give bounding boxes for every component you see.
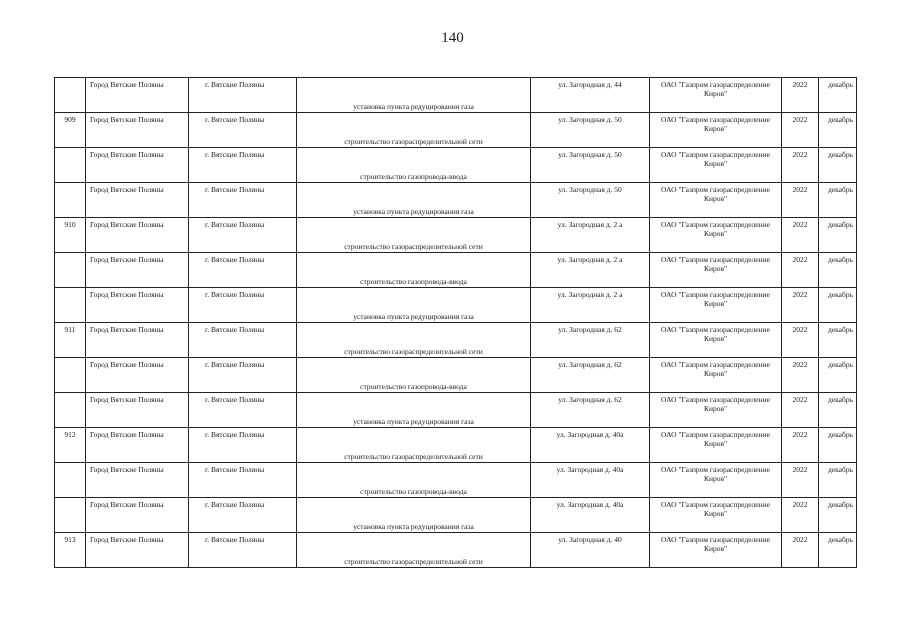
table-row — [55, 78, 857, 113]
table-row — [55, 393, 857, 428]
row-number — [55, 393, 86, 428]
row-number — [55, 148, 86, 183]
municipality-cell: Город Вятские Поляны — [86, 78, 189, 113]
year-cell: 2022 — [782, 218, 819, 253]
locality-cell: г. Вятские Поляны — [189, 323, 297, 358]
year-cell: 2022 — [782, 113, 819, 148]
month-cell: декабрь — [819, 428, 857, 463]
month-cell: декабрь — [819, 218, 857, 253]
work-text: строительство газопровода-ввода — [360, 382, 467, 391]
table-row — [55, 463, 857, 498]
work-text: строительство газораспределительной сети — [344, 137, 483, 146]
locality-cell: г. Вятские Поляны — [189, 428, 297, 463]
row-number: 911 — [55, 323, 86, 358]
year-cell: 2022 — [782, 428, 819, 463]
work-cell — [297, 113, 531, 148]
row-number: 913 — [55, 533, 86, 568]
work-text: строительство газопровода-ввода — [360, 172, 467, 181]
work-cell — [297, 183, 531, 218]
organization-cell: ОАО "Газпром газораспределение Киров" — [650, 218, 782, 253]
work-text: строительство газопровода-ввода — [360, 487, 467, 496]
municipality-cell: Город Вятские Поляны — [86, 393, 189, 428]
locality-cell: г. Вятские Поляны — [189, 218, 297, 253]
work-cell — [297, 323, 531, 358]
month-cell: декабрь — [819, 148, 857, 183]
table-row — [55, 428, 857, 463]
locality-cell: г. Вятские Поляны — [189, 148, 297, 183]
year-cell: 2022 — [782, 323, 819, 358]
work-cell — [297, 148, 531, 183]
row-number — [55, 463, 86, 498]
year-cell: 2022 — [782, 358, 819, 393]
table-row — [55, 148, 857, 183]
work-text: установка пункта редуцирования газа — [353, 417, 474, 426]
locality-cell: г. Вятские Поляны — [189, 253, 297, 288]
month-cell: декабрь — [819, 288, 857, 323]
address-cell: ул. Загородная д. 40а — [531, 428, 650, 463]
organization-cell: ОАО "Газпром газораспределение Киров" — [650, 113, 782, 148]
organization-cell: ОАО "Газпром газораспределение Киров" — [650, 358, 782, 393]
month-cell: декабрь — [819, 323, 857, 358]
year-cell: 2022 — [782, 253, 819, 288]
address-cell: ул. Загородная д. 40а — [531, 463, 650, 498]
works-table — [54, 77, 857, 568]
municipality-cell: Город Вятские Поляны — [86, 218, 189, 253]
row-number — [55, 288, 86, 323]
municipality-cell: Город Вятские Поляны — [86, 323, 189, 358]
year-cell: 2022 — [782, 393, 819, 428]
address-cell: ул. Загородная д. 40а — [531, 498, 650, 533]
work-cell — [297, 218, 531, 253]
organization-cell: ОАО "Газпром газораспределение Киров" — [650, 253, 782, 288]
organization-cell: ОАО "Газпром газораспределение Киров" — [650, 148, 782, 183]
organization-cell: ОАО "Газпром газораспределение Киров" — [650, 78, 782, 113]
work-text: установка пункта редуцирования газа — [353, 312, 474, 321]
table-row — [55, 253, 857, 288]
organization-cell: ОАО "Газпром газораспределение Киров" — [650, 498, 782, 533]
locality-cell: г. Вятские Поляны — [189, 113, 297, 148]
municipality-cell: Город Вятские Поляны — [86, 498, 189, 533]
month-cell: декабрь — [819, 253, 857, 288]
address-cell: ул. Загородная д. 50 — [531, 183, 650, 218]
row-number: 910 — [55, 218, 86, 253]
municipality-cell: Город Вятские Поляны — [86, 288, 189, 323]
table-row — [55, 498, 857, 533]
work-text: установка пункта редуцирования газа — [353, 102, 474, 111]
year-cell: 2022 — [782, 148, 819, 183]
month-cell: декабрь — [819, 113, 857, 148]
address-cell: ул. Загородная д. 2 а — [531, 218, 650, 253]
work-text: строительство газораспределительной сети — [344, 557, 483, 566]
municipality-cell: Город Вятские Поляны — [86, 463, 189, 498]
table-row — [55, 288, 857, 323]
organization-cell: ОАО "Газпром газораспределение Киров" — [650, 533, 782, 568]
locality-cell: г. Вятские Поляны — [189, 183, 297, 218]
year-cell: 2022 — [782, 533, 819, 568]
organization-cell: ОАО "Газпром газораспределение Киров" — [650, 288, 782, 323]
work-cell — [297, 463, 531, 498]
address-cell: ул. Загородная д. 40 — [531, 533, 650, 568]
row-number — [55, 78, 86, 113]
locality-cell: г. Вятские Поляны — [189, 533, 297, 568]
municipality-cell: Город Вятские Поляны — [86, 183, 189, 218]
locality-cell: г. Вятские Поляны — [189, 498, 297, 533]
municipality-cell: Город Вятские Поляны — [86, 148, 189, 183]
year-cell: 2022 — [782, 498, 819, 533]
month-cell: декабрь — [819, 393, 857, 428]
row-number — [55, 183, 86, 218]
municipality-cell: Город Вятские Поляны — [86, 358, 189, 393]
locality-cell: г. Вятские Поляны — [189, 78, 297, 113]
table-row — [55, 358, 857, 393]
month-cell: декабрь — [819, 498, 857, 533]
municipality-cell: Город Вятские Поляны — [86, 428, 189, 463]
work-text: установка пункта редуцирования газа — [353, 522, 474, 531]
page-number: 140 — [441, 30, 464, 46]
month-cell: декабрь — [819, 463, 857, 498]
work-text: строительство газораспределительной сети — [344, 242, 483, 251]
organization-cell: ОАО "Газпром газораспределение Киров" — [650, 323, 782, 358]
locality-cell: г. Вятские Поляны — [189, 358, 297, 393]
work-text: установка пункта редуцирования газа — [353, 207, 474, 216]
row-number: 909 — [55, 113, 86, 148]
municipality-cell: Город Вятские Поляны — [86, 253, 189, 288]
row-number: 912 — [55, 428, 86, 463]
work-text: строительство газораспределительной сети — [344, 347, 483, 356]
month-cell: декабрь — [819, 533, 857, 568]
work-cell — [297, 358, 531, 393]
month-cell: декабрь — [819, 183, 857, 218]
work-cell — [297, 533, 531, 568]
organization-cell: ОАО "Газпром газораспределение Киров" — [650, 428, 782, 463]
year-cell: 2022 — [782, 288, 819, 323]
work-cell — [297, 428, 531, 463]
table-row — [55, 218, 857, 253]
address-cell: ул. Загородная д. 62 — [531, 393, 650, 428]
year-cell: 2022 — [782, 78, 819, 113]
month-cell: декабрь — [819, 78, 857, 113]
work-text: строительство газораспределительной сети — [344, 452, 483, 461]
locality-cell: г. Вятские Поляны — [189, 463, 297, 498]
organization-cell: ОАО "Газпром газораспределение Киров" — [650, 183, 782, 218]
work-text: строительство газопровода-ввода — [360, 277, 467, 286]
address-cell: ул. Загородная д. 2 а — [531, 253, 650, 288]
organization-cell: ОАО "Газпром газораспределение Киров" — [650, 393, 782, 428]
locality-cell: г. Вятские Поляны — [189, 393, 297, 428]
table-row — [55, 533, 857, 568]
work-cell — [297, 78, 531, 113]
address-cell: ул. Загородная д. 62 — [531, 323, 650, 358]
work-cell — [297, 288, 531, 323]
table-row — [55, 113, 857, 148]
row-number — [55, 253, 86, 288]
table-body — [55, 78, 857, 568]
address-cell: ул. Загородная д. 44 — [531, 78, 650, 113]
address-cell: ул. Загородная д. 50 — [531, 148, 650, 183]
organization-cell: ОАО "Газпром газораспределение Киров" — [650, 463, 782, 498]
address-cell: ул. Загородная д. 50 — [531, 113, 650, 148]
locality-cell: г. Вятские Поляны — [189, 288, 297, 323]
address-cell: ул. Загородная д. 62 — [531, 358, 650, 393]
row-number — [55, 358, 86, 393]
table-row — [55, 183, 857, 218]
row-number — [55, 498, 86, 533]
work-cell — [297, 253, 531, 288]
address-cell: ул. Загородная д. 2 а — [531, 288, 650, 323]
year-cell: 2022 — [782, 183, 819, 218]
work-cell — [297, 393, 531, 428]
municipality-cell: Город Вятские Поляны — [86, 533, 189, 568]
work-cell — [297, 498, 531, 533]
table-row — [55, 323, 857, 358]
month-cell: декабрь — [819, 358, 857, 393]
year-cell: 2022 — [782, 463, 819, 498]
municipality-cell: Город Вятские Поляны — [86, 113, 189, 148]
